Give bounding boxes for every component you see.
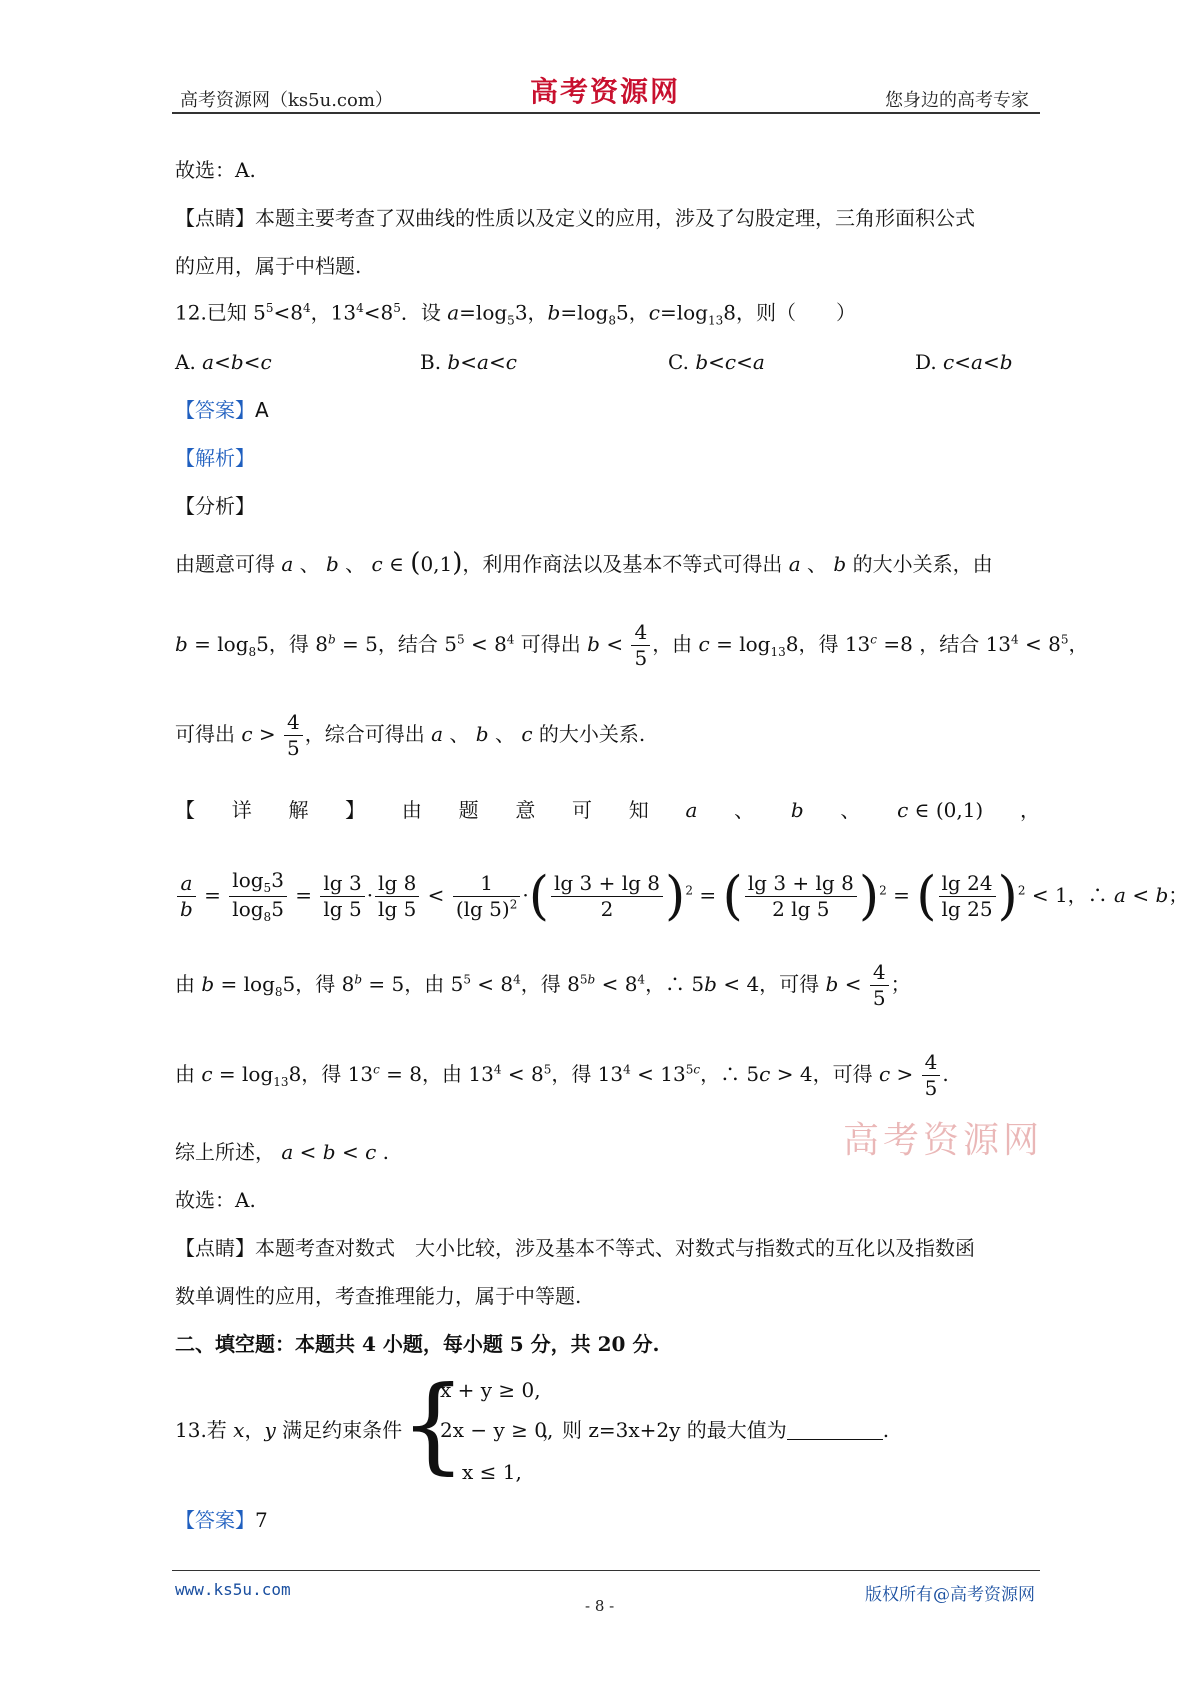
option-b: B. b<a<c [420, 350, 517, 374]
option-d: D. c<a<b [915, 350, 1013, 374]
analysis-tag: 【解析】 [175, 446, 255, 470]
answer-tag: 【答案】 [175, 398, 255, 422]
fraction-4-5: $\frac{4}{5}$ [284, 710, 303, 761]
header-site-name: 高考资源网（ks5u.com） [180, 90, 393, 111]
footer-website-link[interactable]: www.ks5u.com [175, 1580, 291, 1599]
header-logo: 高考资源网 [530, 75, 681, 108]
watermark: 高考资源网 [843, 1120, 1044, 1161]
constraint-1: x + y ≥ 0, [440, 1378, 541, 1402]
comment-tag: 【点睛】 [175, 1236, 255, 1260]
answer-value: A [255, 398, 269, 422]
section-heading: 二、填空题：本题共 4 小题，每小题 5 分，共 20 分. [175, 1332, 660, 1356]
answer-blank[interactable] [787, 1421, 883, 1440]
question-13-suffix: ，则 z=3x+2y 的最大值为 . [542, 1418, 890, 1442]
question-12: 12.已知 $5^5<8^4$，$13^4<8^5$．设 $a=\log_53$，$b=\log_85$，$c=\log_{13}8$，则（ ） [175, 300, 856, 328]
select-answer-12: 故选：A. [175, 1188, 256, 1212]
comment-11-line1 [175, 208, 975, 228]
fenxi-tag: 【分析】 [175, 494, 255, 518]
comment-text: 本题主要考查了双曲线的性质以及定义的应用，涉及了勾股定理，三角形面积公式 [255, 206, 975, 230]
question-13-prefix: 13.若 x，y 满足约束条件 [175, 1418, 403, 1442]
detail-line4: 由 $c = \log_{13}8$，得 $13^c = 8$，由 $13^4 < 8^5$，得 $13^4 < 13^{5c}$，∴ 5c > 4，可得 c > $\frac{4}{5}$ . [175, 1050, 949, 1100]
answer-tag: 【答案】 [175, 1508, 255, 1532]
footer-copyright: 版权所有@高考资源网 [865, 1585, 1035, 1605]
fenxi-line2: $b = \log_85$，得 $8^b = 5$，结合 $5^5 < 8^4$ 可得出 b < $\frac{4}{5}$ ，由 $c = \log_{13}8$，得 $13^c =8$ ，结合 $13^4 < 8^5$， [175, 620, 1089, 670]
option-c: C. b<c<a [668, 350, 765, 374]
fenxi-line3: 可得出 c > $\frac{4}{5}$ ，综合可得出 a 、 b 、 c 的大小关系. [175, 710, 646, 760]
detail-line2: $\frac{a}{b}$ = $\frac{\log_53}{\log_85}$ = $\frac{\lg 3}{\lg 5}$ · $\frac{\lg 8}{\lg 5}$ < $\frac{1}{(\lg 5)^2}$ ·( $\frac{\lg 3 + \lg 8}{2}$ )$^2$ = ( $\frac{\lg 3 + \lg 8}{2 \lg 5}$ )$^2$ = ( $\frac{\lg 24}{\lg 25}$ )$^2$ < 1，∴ a < b； [175, 868, 1188, 925]
constraint-3: x ≤ 1, [462, 1460, 522, 1484]
answer-value: 7 [255, 1508, 268, 1532]
summary: 综上所述， a < b < c . [175, 1140, 389, 1164]
constraint-2: 2x − y ≥ 0, [440, 1418, 554, 1442]
header-slogan: 您身边的高考专家 [885, 90, 1029, 111]
page-number: - 8 - [585, 1597, 615, 1615]
answer-12 [175, 400, 269, 420]
footer-divider [172, 1570, 1040, 1571]
brace: { [400, 1363, 467, 1485]
answer-13 [175, 1510, 268, 1530]
comment-12-line1 [175, 1238, 975, 1258]
comment-11-line2: 的应用，属于中档题. [175, 254, 362, 278]
fenxi-line1: 由题意可得 a 、 b 、 c ∈ (0,1)，利用作商法以及基本不等式可得出 a 、 b 的大小关系，由 [175, 548, 993, 578]
select-answer-11: 故选：A. [175, 158, 256, 182]
detail-line1: 【 详 解 】 由 题 意 可 知 a 、 b 、 c ∈ (0,1) ， [175, 798, 1040, 822]
detail-line3: 由 $b = \log_85$，得 $8^b = 5$，由 $5^5 < 8^4$，得 $8^{5b} < 8^4$，∴ 5b < 4，可得 b < $\frac{4}{5}$ ； [175, 960, 911, 1010]
comment-12-line2: 数单调性的应用，考查推理能力，属于中等题. [175, 1284, 582, 1308]
header-divider [172, 112, 1040, 114]
fraction-4-5: $\frac{4}{5}$ [631, 620, 650, 671]
option-a: A. a<b<c [175, 350, 272, 374]
comment-text: 本题考查对数式 大小比较，涉及基本不等式、对数式与指数式的互化以及指数函 [255, 1236, 975, 1260]
comment-tag: 【点睛】 [175, 206, 255, 230]
